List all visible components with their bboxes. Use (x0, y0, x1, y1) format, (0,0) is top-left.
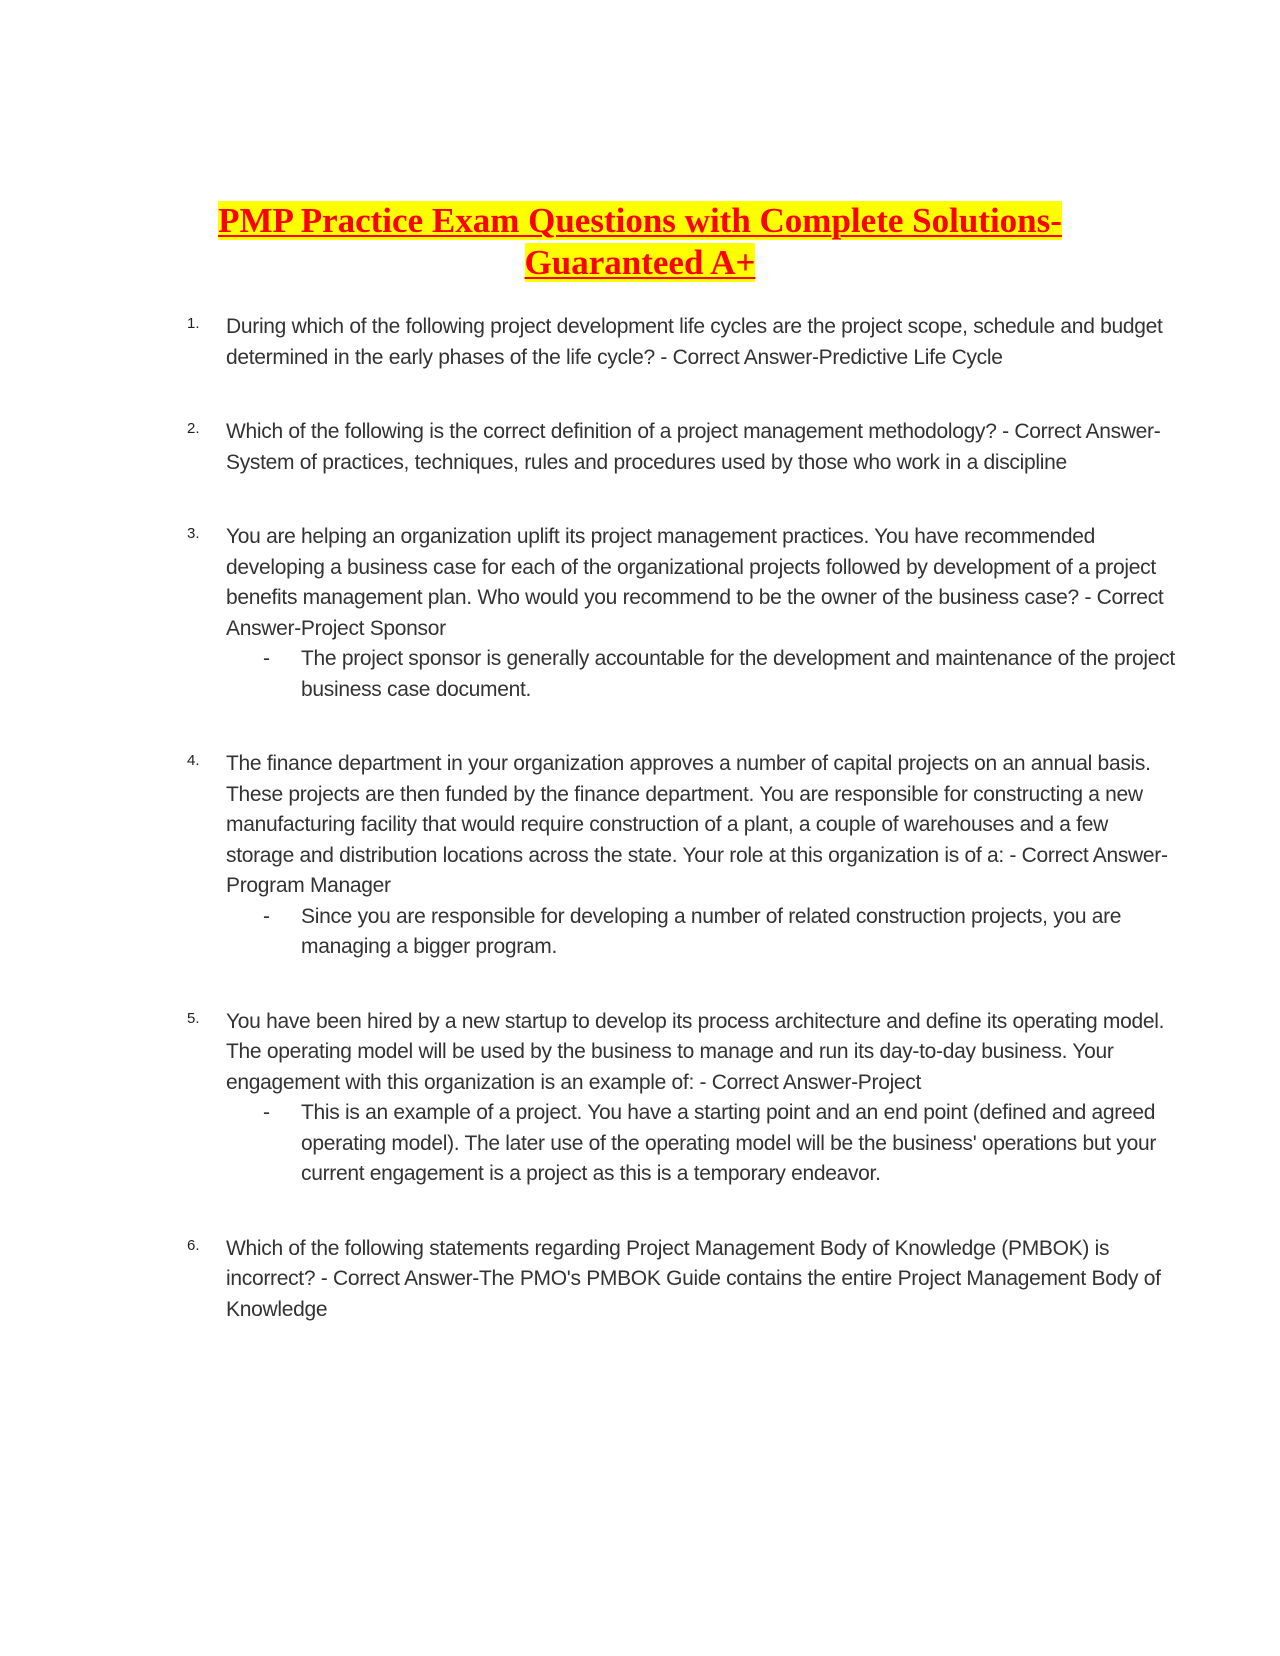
question-text: You have been hired by a new startup to develop its process architecture and define its operating model. The operating model will be used by the business to manage and run its day-to-day business. Your engagement with this organization is an example of: - Correct Answer-Project (226, 1009, 1165, 1094)
explanation-text: The project sponsor is generally accountable for the development and maintenance of the project business case document. (301, 647, 1175, 701)
question-number: 4. (187, 752, 200, 769)
question-item (0, 312, 1280, 373)
question-text: You are helping an organization uplift its project management practices. You have recommended developing a business case for each of the organizational projects followed by development of a project benefits management plan. Who would you recommend to be the owner of the business case? - Correct Answer-Project Sponsor (226, 525, 1164, 640)
question-number: 2. (187, 420, 200, 437)
question-number: 3. (187, 525, 200, 542)
answer-explanation (226, 902, 1180, 963)
question-item (0, 1234, 1280, 1326)
question-number: 1. (187, 315, 200, 332)
answer-explanation (226, 1098, 1180, 1190)
question-number: 6. (187, 1236, 200, 1254)
question-item (0, 1007, 1280, 1190)
title-line-1: PMP Practice Exam Questions with Complete Solutions- (218, 201, 1062, 240)
answer-explanation (226, 644, 1180, 705)
question-list (0, 312, 1280, 1369)
question-item (0, 749, 1280, 963)
title-line-2: Guaranteed A+ (524, 243, 756, 282)
explanation-dash: - (263, 1101, 270, 1124)
document-title (150, 200, 1130, 284)
question-text: During which of the following project development life cycles are the project scope, schedule and budget determined in the early phases of the life cycle? - Correct Answer-Predictive Life Cycle (226, 315, 1163, 369)
question-text: Which of the following is the correct definition of a project management methodology? - Correct Answer-System of practices, techniques, rules and procedures used by those who work in a discipline (226, 420, 1161, 474)
explanation-text: Since you are responsible for developing a number of related construction projects, you are managing a bigger program. (301, 904, 1122, 958)
explanation-dash: - (263, 904, 270, 928)
explanation-text: This is an example of a project. You have a starting point and an end point (defined and agreed operating model). The later use of the operating model will be the business' operations but your current engagement is a project as this is a temporary endeavor. (301, 1101, 1157, 1185)
explanation-dash: - (263, 647, 270, 670)
question-text: The finance department in your organization approves a number of capital projects on an annual basis. These projects are then funded by the finance department. You are responsible for constructing a new manufacturing facility that would require construction of a plant, a couple of warehouses and a few storage and distribution locations across the state. Your role at this organization is of a: - Correct Answer-Program Manager (226, 752, 1168, 897)
question-item (0, 522, 1280, 705)
question-text: Which of the following statements regarding Project Management Body of Knowledge (PMBOK) is incorrect? - Correct Answer-The PMO's PMBOK Guide contains the entire Project Management Body of Knowledge (226, 1236, 1161, 1321)
question-item (0, 417, 1280, 478)
question-number: 5. (187, 1009, 200, 1027)
